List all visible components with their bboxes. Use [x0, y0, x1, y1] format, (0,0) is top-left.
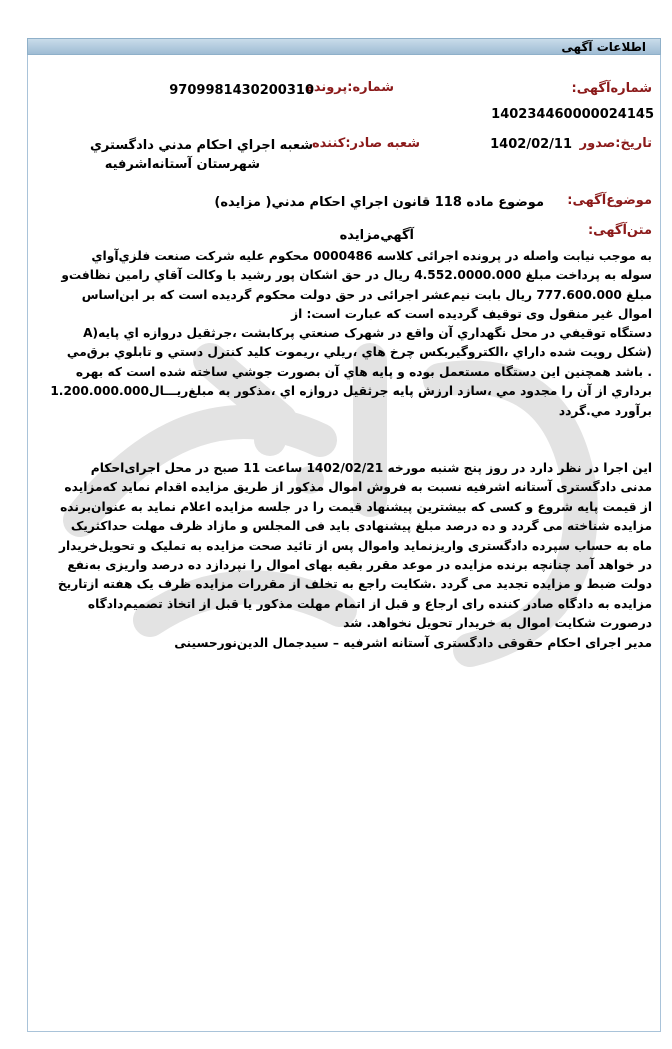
p1-line: به موجب نيابت واصله در پرونده اجرائی كلاسه 0000486 محكوم عليه شركت صنعت فلزي‌آواي — [91, 249, 652, 263]
p3-line: مزايده به دادگاه صادر كننده رای ارجاع و قبل از اتمام مهلت مذكور يا قبل از اتخاذ تصميم‌دادگاه — [87, 596, 652, 611]
p2-line: . باشد همچنين اين دستگاه مستعمل بوده و پايه هاي آن بصورت جوشي ساخته شده است كه بهره — [75, 364, 652, 379]
subject-label: موضوع‌آگهی: — [567, 193, 652, 208]
p3-line: از قيمت پايه شروع و كسی كه بيشترين پيشنهاد قيمت را در جلسه مزايده اعلام نمايد به عنوان‌برنده — [60, 499, 652, 514]
paragraph-2 — [40, 324, 652, 421]
notice-header — [27, 38, 661, 55]
p3-line: در خواهد آمد چنانچه برنده مزايده در موعد مقرر بقيه بهای اموال را نپردازد ده درصد واريزی به‌نفع — [67, 558, 652, 573]
p3-line: دولت ضبط و مزايده تجديد می گردد .شكايت راجع به تخلف از مقررات مزايده ظرف يک هفته ازتاريخ — [57, 577, 652, 592]
case-number-value: 9709981430200310 — [169, 83, 314, 98]
ad-number-value: 140234460000024145 — [491, 107, 654, 122]
p2-line: دستگاه توقيفي در محل نگهداري آن واقع در شهرک صنعتي پركابشت ،جرثقيل دروازه اي پايه(A — [83, 326, 652, 340]
issue-date-label: تاریخ:صدور — [579, 136, 652, 151]
paragraph-1 — [40, 247, 652, 325]
p3-line: مزايده شناخته می گردد و ده درصد مبلغ پيشنهادی بايد فی المجلس و مازاد ظرف مهلت حداكثريک — [70, 519, 652, 534]
issue-date-value: 1402/02/11 — [490, 137, 572, 152]
header-title: اطلاعات آگهی — [561, 40, 646, 54]
p3-line: درصورت شكايت اموال به خريدار تحويل نخواهد. شد — [343, 616, 652, 631]
p1-line: سوله به پرداخت مبلغ 4.552.0000.000 ريال در حق اشكان پور رشيد با وكالت آقاي رامين نظافت‌و — [61, 268, 652, 283]
p2-line: برآورد مي.گردد — [558, 403, 652, 418]
p1-line: مبلغ 777.600.000 ريال بابت نيم‌عشر اجرائی در حق دولت محكوم گرديده است كه بر ابن‌اساس — [81, 287, 652, 302]
ad-number-label: شماره‌آگهی: — [571, 81, 652, 96]
text-label: متن‌آگهی: — [587, 223, 652, 238]
issuing-branch-label: شعبه صادر:کننده — [312, 136, 420, 151]
case-number-label: شماره:پرونده — [306, 80, 394, 95]
subject-value: موضوع ماده 118 قانون اجراي احكام مدني( مزايده) — [214, 195, 544, 210]
issuing-branch-line1: شعبه اجراي احكام مدني دادگستري — [90, 138, 313, 153]
paragraph-3 — [40, 459, 652, 653]
p2-line: برداري از آن را مجدود مي ،سازد ارزش پايه جرثقيل دروازه اي ،مذكور به مبلغ‌ريـــال1.200.000.000 — [50, 384, 652, 399]
p3-line: مدنی دادگستری آستانه اشرفيه نسبت به فروش اموال مذكور از طريق مزايده اقدام نمايد كه‌مزايده — [64, 480, 652, 495]
signature: مدير اجرای احكام حقوقی دادگستری آستانه اشرفيه – سيدجمال الدين‌نورحسينی — [174, 635, 652, 650]
text-title: آگهي‌مزايده — [339, 228, 414, 243]
p3-line: اين اجرا در نظر دارد در روز پنج شنبه مورخه 1402/02/21 ساعت 11 صبح در محل اجرای‌احكام — [90, 461, 652, 475]
p2-line: (شكل رويت شده داراي ،الكتروگيربكس چرخ هاي ،ريلي ،ريموت كليد كنترل دستي و تابلوي برق‌مي — [66, 345, 652, 360]
p3-line: ماه به حساب سپرده دادگستری واريزنمايد واموال پس از تائيد صحت مزايده به تمليک و تحويل‌خريدار — [58, 538, 652, 553]
p1-line: اموال غير منقول وی توقيف گرديده است كه عبارت است: از — [291, 307, 652, 322]
issuing-branch-line2: شهرستان آستانه‌اشرفيه — [104, 157, 260, 172]
